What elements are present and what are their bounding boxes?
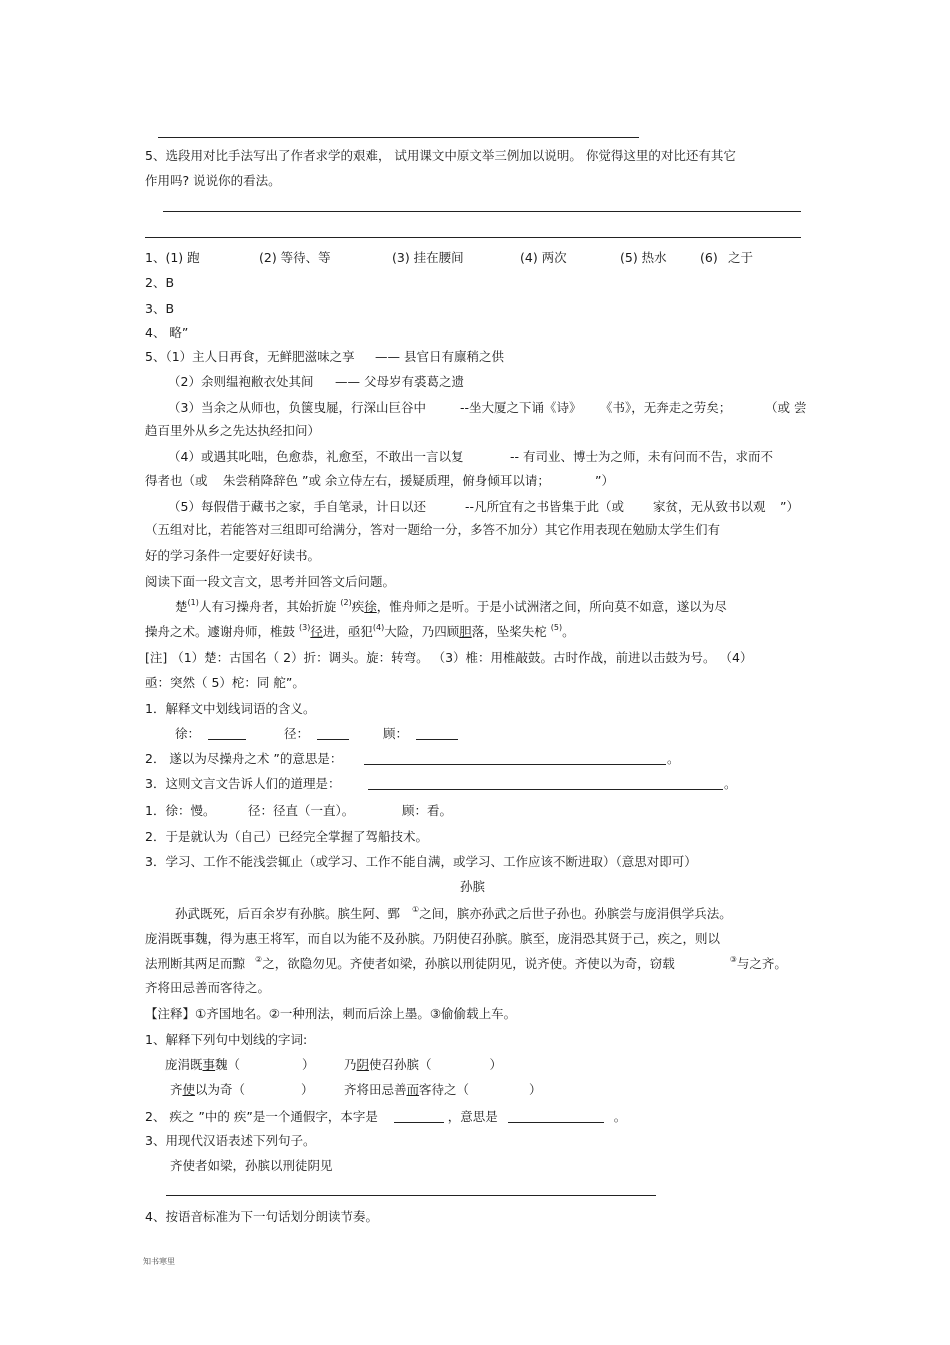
answer-line[interactable]: [166, 1195, 656, 1196]
answer-5-1: 5、（1）主人日再食，无鲜肥滋味之享: [145, 349, 355, 364]
question-1-row: 齐使以为奇（ ）: [170, 1082, 314, 1097]
answer-blank[interactable]: [208, 727, 246, 740]
answer-5-1: —— 县官日有廪稍之供: [375, 349, 504, 364]
answer-line[interactable]: [368, 789, 723, 790]
answer-blank[interactable]: [416, 727, 458, 740]
period: 。: [724, 776, 737, 791]
answer-1-item: (3) 挂在腰间: [392, 250, 464, 265]
answer-5-3-cont: 趋百里外从乡之先达执经扣问）: [145, 423, 321, 438]
answer-5-5: 家贫，无从致书以观: [653, 499, 766, 514]
answer-1-item: (6): [700, 250, 718, 265]
passage-paragraph: 操舟之术。遽谢舟师，椎鼓 $^{(3)}$径进，亟犯$^{(4)}$大险，乃四顾胆落，坠桨失柁 $^{(5)}$。: [145, 623, 575, 639]
answer-1: 1．徐：慢。: [145, 803, 216, 818]
passage-notes-cont: 亟：突然（ 5）柁：同 舵”。: [145, 675, 305, 690]
answer-1: 顾：看。: [402, 803, 453, 818]
answer-5-5: ”）: [780, 499, 799, 514]
section-title: 孙膑: [460, 879, 486, 894]
page-footer: 知书寒里: [143, 1257, 175, 1266]
passage-paragraph: 庞涓既事魏，得为惠王将军，而自以为能不及孙膑。乃阴使召孙膑。膑至，庞涓恐其贤于己，疾之，则以: [145, 931, 721, 946]
answer-5-2: —— 父母岁有裘葛之遗: [335, 374, 464, 389]
passage-paragraph: 楚$^{(1)}$人有习操舟者，其始折旋 $^{(2)}$疾徐，惟舟师之是听。于是小试洲渚之间，所向莫不如意，遂以为尽: [175, 598, 727, 614]
question-1-row: 庞涓既事魏（ ）: [165, 1057, 315, 1072]
answer-5-4: （4）或遇其叱咄，色愈恭，礼愈至，不敢出一言以复: [168, 449, 464, 464]
answer-5-4-cont: 得者也（或: [145, 473, 208, 488]
question-1: 1、解释下列句中划线的字词:: [145, 1032, 308, 1047]
question-2: 2． 遂以为尽操舟之术 ”的意思是：: [145, 751, 343, 766]
answer-blank[interactable]: [317, 727, 349, 740]
question-1-row: 齐将田忌善而客待之（ ）: [344, 1082, 542, 1097]
answer-1-item: (4) 两次: [520, 250, 567, 265]
answer-3: 3．学习、工作不能浅尝辄止（或学习、工作不能自满，或学习、工作应该不断进取）（意思对即可）: [145, 854, 697, 869]
question-1: 1．解释文中划线词语的含义。: [145, 701, 316, 716]
question-4: 4、按语音标准为下一句话划分朗读节奏。: [145, 1209, 378, 1224]
answer-5-3: --坐大厦之下诵《诗》: [460, 400, 582, 415]
answer-1-item: (5) 热水: [620, 250, 667, 265]
answer-5-4-cont: 朱尝稍降辞色 ”或 余立侍左右，援疑质理，俯身倾耳以请；: [223, 473, 550, 488]
answer-blank[interactable]: [508, 1110, 604, 1123]
answer-line: [158, 137, 639, 138]
answer-5-5-cont: 好的学习条件一定要好好读书。: [145, 548, 321, 563]
answer-line[interactable]: [364, 764, 666, 765]
answer-5-2: （2）余则缊袍敝衣处其间: [168, 374, 314, 389]
answer-1-item: 1、(1) 跑: [145, 250, 200, 265]
answer-1: 径：径直（一直）。: [248, 803, 355, 818]
reading-instruction: 阅读下面一段文言文，思考并回答文后问题。: [145, 574, 396, 589]
passage-notes: 【注释】①齐国地名。②一种刑法，刺而后涂上墨。③偷偷载上车。: [145, 1006, 517, 1021]
answer-5-4-cont: ”）: [595, 473, 614, 488]
answer-line: [163, 211, 801, 212]
answer-blank[interactable]: [394, 1110, 444, 1123]
passage-paragraph: 孙武既死，后百余岁有孙膑。膑生阿、鄄 ①之间，膑亦孙武之后世子孙也。孙膑尝与庞涓俱学兵法。: [175, 905, 732, 921]
answer-4: 4、 略”: [145, 325, 189, 340]
passage-paragraph: 齐将田忌善而客待之。: [145, 980, 271, 995]
answer-1-item: (2) 等待、等: [259, 250, 331, 265]
answer-5-4: -- 有司业、博士为之师，未有问而不告，求而不: [510, 449, 773, 464]
passage-notes: [注] （1）楚：古国名（ 2）折：调头。旋：转弯。 （3）椎：用椎敲鼓。古时作战，前进以击鼓为号。 （4）: [145, 650, 753, 665]
answer-5-5: （5）每假借于藏书之家，手自笔录，计日以还: [168, 499, 426, 514]
answer-5-5: --凡所宜有之书皆集于此（或: [465, 499, 625, 514]
question-1-row: 乃阴使召孙膑（ ）: [344, 1057, 503, 1072]
question-5-line2: 作用吗? 说说你的看法。: [145, 173, 281, 188]
answer-5-5-cont: （五组对比，若能答对三组即可给满分，答对一题给一分，多答不加分）其它作用表现在勉励太学生们有: [145, 522, 721, 537]
question-3-sentence: 齐使者如梁，孙膑以刑徒阴见: [170, 1158, 333, 1173]
question-1-blanks: 徐： 径： 顾：: [175, 726, 458, 742]
answer-5-3: （或 尝: [765, 400, 807, 415]
passage-paragraph: 法刑断其两足而黥 ②之，欲隐勿见。齐使者如梁，孙膑以刑徒阴见，说齐使。齐使以为奇，窃载 ③与之齐。: [145, 955, 787, 971]
answer-3: 3、B: [145, 301, 175, 316]
question-3: 3、用现代汉语表述下列句子。: [145, 1133, 316, 1148]
answer-5-3: 《书》，无奔走之劳矣；: [600, 400, 732, 415]
answer-2: 2．于是就认为（自己）已经完全掌握了驾船技术。: [145, 829, 428, 844]
question-3: 3．这则文言文告诉人们的道理是：: [145, 776, 341, 791]
answer-1-item: 之于: [728, 250, 754, 265]
answer-5-3: （3）当余之从师也，负箧曳屣，行深山巨谷中: [168, 400, 426, 415]
answer-line: [145, 237, 801, 238]
period: 。: [667, 751, 680, 766]
answer-2: 2、B: [145, 275, 175, 290]
question-2: 2、 疾之 ”中的 疾”是一个通假字，本字是 ，意思是 。: [145, 1109, 627, 1124]
question-5-line1: 5、选段用对比手法写出了作者求学的艰难， 试用课文中原文举三例加以说明。 你觉得这里的对比还有其它: [145, 148, 736, 163]
